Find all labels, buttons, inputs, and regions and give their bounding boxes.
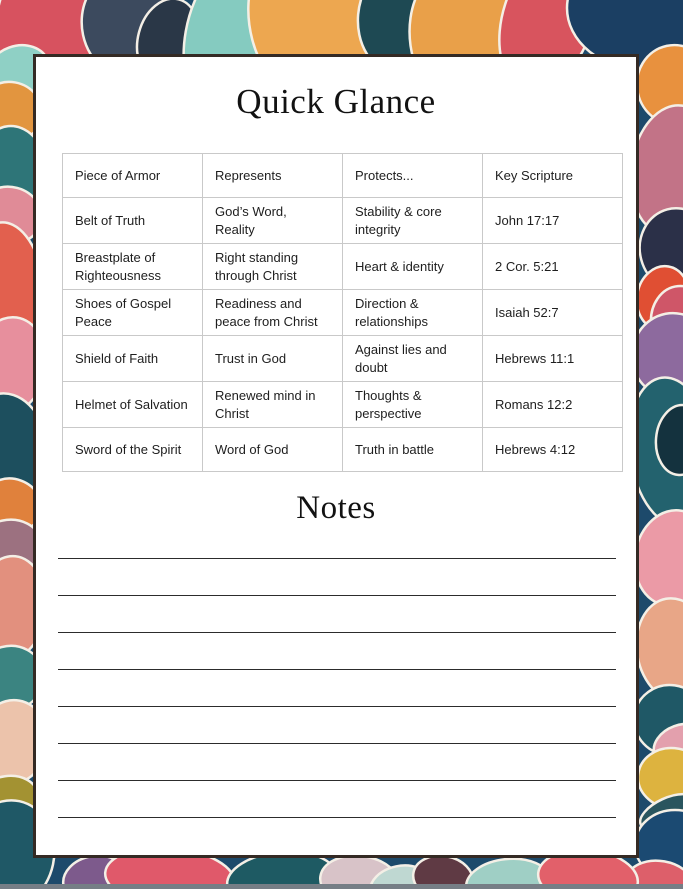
note-line: [58, 669, 616, 670]
armor-table: [62, 153, 623, 472]
table-cell: Thoughts & perspective: [343, 382, 483, 428]
table-row: [63, 198, 623, 244]
table-cell: Truth in battle: [343, 428, 483, 472]
notes-lines: [58, 558, 616, 818]
table-cell: Isaiah 52:7: [483, 290, 623, 336]
table-cell: Hebrews 11:1: [483, 336, 623, 382]
column-header-piece: Piece of Armor: [63, 154, 203, 198]
note-line: [58, 558, 616, 559]
table-cell: Breastplate of Righteousness: [63, 244, 203, 290]
notes-title: Notes: [296, 490, 376, 527]
column-header-represents: Represents: [203, 154, 343, 198]
table-cell: Direction & relationships: [343, 290, 483, 336]
note-line: [58, 743, 616, 744]
table-row: [63, 244, 623, 290]
table-cell: Helmet of Salvation: [63, 382, 203, 428]
document-page: [33, 54, 639, 858]
page-title: Quick Glance: [236, 82, 436, 121]
table-cell: God’s Word, Reality: [203, 198, 343, 244]
note-line: [58, 595, 616, 596]
table-cell: Hebrews 4:12: [483, 428, 623, 472]
note-line: [58, 632, 616, 633]
bottom-strip: [0, 884, 683, 889]
table-cell: Readiness and peace from Christ: [203, 290, 343, 336]
column-header-scripture: Key Scripture: [483, 154, 623, 198]
table-row: [63, 382, 623, 428]
table-cell: Belt of Truth: [63, 198, 203, 244]
note-line: [58, 780, 616, 781]
table-row: [63, 336, 623, 382]
table-cell: 2 Cor. 5:21: [483, 244, 623, 290]
table-cell: Right standing through Christ: [203, 244, 343, 290]
table-header-row: [63, 154, 623, 198]
table-cell: Stability & core integrity: [343, 198, 483, 244]
table-cell: Shield of Faith: [63, 336, 203, 382]
note-line: [58, 817, 616, 818]
table-cell: Word of God: [203, 428, 343, 472]
table-cell: Trust in God: [203, 336, 343, 382]
table-row: [63, 428, 623, 472]
column-header-protects: Protects...: [343, 154, 483, 198]
table-cell: Romans 12:2: [483, 382, 623, 428]
table-cell: Against lies and doubt: [343, 336, 483, 382]
table-cell: John 17:17: [483, 198, 623, 244]
table-cell: Renewed mind in Christ: [203, 382, 343, 428]
table-cell: Sword of the Spirit: [63, 428, 203, 472]
table-row: [63, 290, 623, 336]
table-cell: Heart & identity: [343, 244, 483, 290]
table-cell: Shoes of Gospel Peace: [63, 290, 203, 336]
note-line: [58, 706, 616, 707]
